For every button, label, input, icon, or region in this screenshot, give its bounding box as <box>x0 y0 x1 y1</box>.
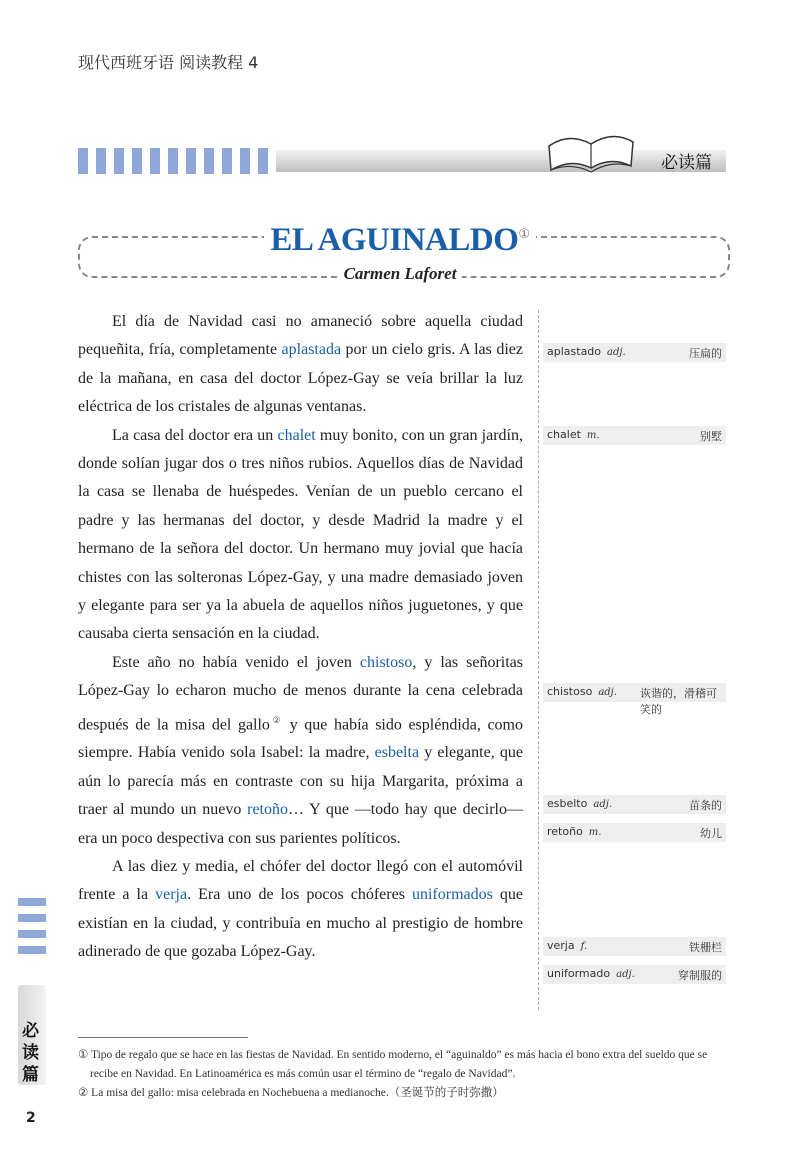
gloss-entry <box>543 965 726 984</box>
gloss-meaning: 诙谐的，滑稽可笑的 <box>640 687 717 716</box>
glossed-word: chalet <box>277 426 316 444</box>
text-run: Este año no había venido el joven <box>112 653 360 671</box>
paragraph <box>78 649 523 853</box>
text-run: por un cielo gris. A las diez de la mañana, en casa del doctor López-Gay se veía brillar la luz eléctrica de los cristales de algunas ventanas. <box>78 341 523 416</box>
gloss-word <box>547 428 600 441</box>
gloss-meaning: 压扁的 <box>689 347 722 360</box>
band-stripes <box>78 148 276 174</box>
title <box>0 222 800 259</box>
running-head: 现代西班牙语 阅读教程 4 <box>78 53 259 72</box>
gloss-meaning: 苗条的 <box>689 799 722 812</box>
glossed-word: aplastada <box>281 341 342 359</box>
footnote-rule <box>78 1037 248 1038</box>
page-number: 2 <box>26 1110 36 1126</box>
band-bar <box>276 150 726 172</box>
glossed-word: chistoso <box>359 653 413 671</box>
title-text: EL AGUINALDO <box>270 222 519 258</box>
text-run: y elegante, que aún lo parecía más en contraste con su hija Margarita, próxima a traer al mundo un nuevo <box>78 744 523 819</box>
text-run: A las diez y media, el chófer del doctor llegó con el automóvil frente a la <box>78 858 523 904</box>
text-run: La casa del doctor era un <box>112 426 278 444</box>
gloss-entry <box>543 683 726 716</box>
gloss-headword: aplastado <box>547 345 602 358</box>
footnote: ① Tipo de regalo que se hace en las fiestas de Navidad. En sentido moderno, el “aguinaldo” es más hacia el bono extra del sueldo que se recibe en Navidad. En Latinoamérica es más común usar el término de “regalo de Navidad”. <box>78 1049 708 1080</box>
gloss-word <box>547 939 587 952</box>
gloss-headword: chalet <box>547 428 581 441</box>
body-text <box>78 308 523 967</box>
gloss-pos: f. <box>580 941 588 952</box>
gloss-headword: verja <box>547 939 575 952</box>
gloss-word <box>547 797 612 810</box>
text-run: … Y que —todo hay que decirlo— era un poco despectiva con sus parientes políticos. <box>78 801 523 847</box>
gloss-pos: m. <box>586 430 600 441</box>
gloss-pos: adj. <box>593 799 613 810</box>
gloss-meaning: 铁栅栏 <box>689 941 722 954</box>
side-label: 必读篇 <box>22 1021 39 1085</box>
open-book-icon <box>545 126 637 178</box>
title-note-mark: ① <box>518 226 530 241</box>
glossed-word: uniformados <box>411 886 493 904</box>
gloss-meaning: 别墅 <box>700 430 722 443</box>
gloss-meaning: 幼儿 <box>700 827 722 840</box>
gloss-word <box>547 967 635 980</box>
gloss-pos: m. <box>588 827 602 838</box>
gloss-entry <box>543 937 726 956</box>
paragraph <box>78 853 523 967</box>
gloss-word <box>547 825 601 838</box>
glossed-word: retoño <box>247 801 288 819</box>
gloss-pos: adj. <box>616 969 635 980</box>
footnote: ② La misa del gallo: misa celebrada en Nochebuena a medianoche.（圣诞节的子时弥撒） <box>78 1087 504 1099</box>
footnote-mark: ② <box>269 714 284 725</box>
gloss-word <box>547 685 617 698</box>
footnotes <box>78 1046 728 1103</box>
gloss-word <box>547 345 626 358</box>
gloss-headword: retoño <box>547 825 583 838</box>
gloss-entry <box>543 823 726 842</box>
text-run: El día de Navidad casi no amaneció sobre aquella ciudad pequeñita, fría, completamente <box>78 313 523 359</box>
gloss-entry <box>543 343 726 362</box>
author-name: Carmen Laforet <box>338 264 463 283</box>
glossed-word: verja <box>155 886 188 904</box>
margin-rule <box>538 310 539 1010</box>
gloss-entry <box>543 795 726 814</box>
gloss-headword: chistoso <box>547 685 593 698</box>
paragraph <box>78 422 523 649</box>
text-run: , y las señoritas López-Gay lo echaron mucho de menos durante la cena celebrada después de la misa del gallo <box>78 653 523 734</box>
gloss-entry <box>543 426 726 445</box>
text-run: . Era uno de los pocos chóferes <box>187 886 412 904</box>
text-run: muy bonito, con un gran jardín, donde solían jugar dos o tres niños rubios. Aquellos días de Navidad la casa se llenaba de huéspedes. Venían de un pueblo cercano el padre y las hermanas del doctor, y desde Madrid la madre y el hermano de la señora del doctor. Un hermano muy jovial que hacía chistes con las solteronas López-Gay, y una madre demasiado joven y elegante para ser ya la abuela de aquellos niños juguetones, y que causaba cierta sensación en la ciudad. <box>78 426 523 643</box>
side-stripes <box>18 898 46 956</box>
gloss-headword: esbelto <box>547 797 588 810</box>
author <box>0 264 800 284</box>
gloss-pos: adj. <box>598 687 617 698</box>
text-run: y que había sido espléndida, como siempre. Había venido sola Isabel: la madre, <box>78 716 523 762</box>
glossed-word: esbelta <box>374 744 420 762</box>
gloss-pos: adj. <box>607 347 626 358</box>
paragraph <box>78 308 523 422</box>
gloss-meaning: 穿制服的 <box>678 969 722 982</box>
section-label: 必读篇 <box>661 153 712 173</box>
text-run: que existían en la ciudad, y contribuía en mucho al prestigio de hombre adinerado de que gozaba López-Gay. <box>78 886 524 961</box>
gloss-headword: uniformado <box>547 967 611 980</box>
